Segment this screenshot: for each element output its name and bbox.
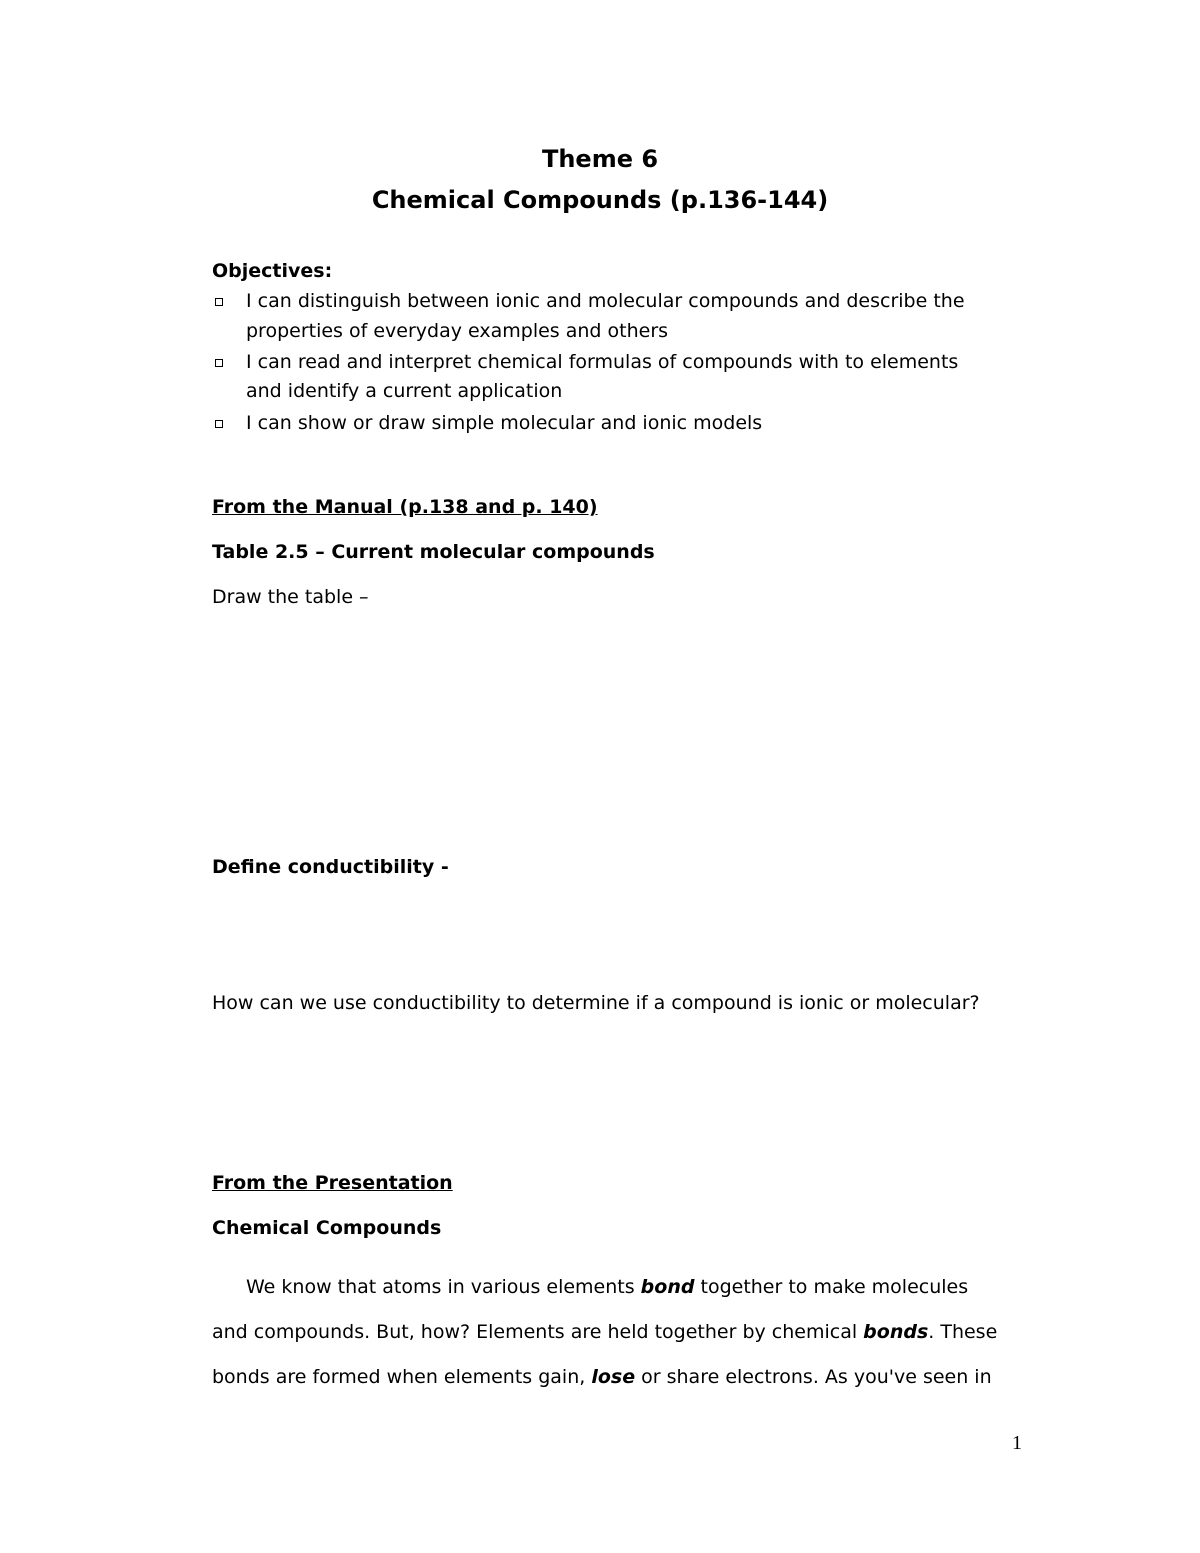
objectives-heading: Objectives: — [212, 260, 333, 282]
define-conductibility-prompt: Define conductibility - — [212, 856, 449, 878]
presentation-subheading: Chemical Compounds — [212, 1217, 442, 1239]
presentation-heading: From the Presentation — [212, 1172, 453, 1194]
objective-text: I can read and interpret chemical formulas of compounds with to elements — [246, 351, 959, 373]
page-title: Theme 6 — [541, 145, 659, 173]
page-subtitle: Chemical Compounds (p.136-144) — [371, 186, 829, 214]
objective-text: properties of everyday examples and others — [246, 320, 669, 342]
objective-text: I can show or draw simple molecular and ionic models — [246, 412, 763, 434]
paragraph-line: and compounds. But, how? Elements are held together by chemical bonds. These — [212, 1321, 998, 1343]
square-bullet-icon — [215, 298, 223, 306]
table-title: Table 2.5 – Current molecular compounds — [212, 541, 655, 563]
manual-heading: From the Manual (p.138 and p. 140) — [212, 496, 598, 518]
conductibility-question: How can we use conductibility to determine if a compound is ionic or molecular? — [212, 992, 980, 1014]
paragraph-line: bonds are formed when elements gain, lose or share electrons. As you've seen in — [212, 1366, 992, 1388]
objective-text: and identify a current application — [246, 380, 563, 402]
emphasis-lose: lose — [591, 1366, 636, 1388]
emphasis-bonds: bonds — [863, 1321, 929, 1343]
square-bullet-icon — [215, 359, 223, 367]
draw-table-prompt: Draw the table – — [212, 586, 369, 608]
page-number: 1 — [1012, 1432, 1022, 1454]
square-bullet-icon — [215, 420, 223, 428]
paragraph-line: We know that atoms in various elements bond together to make molecules — [246, 1276, 969, 1298]
objective-text: I can distinguish between ionic and molecular compounds and describe the — [246, 290, 965, 312]
emphasis-bond: bond — [640, 1276, 695, 1298]
